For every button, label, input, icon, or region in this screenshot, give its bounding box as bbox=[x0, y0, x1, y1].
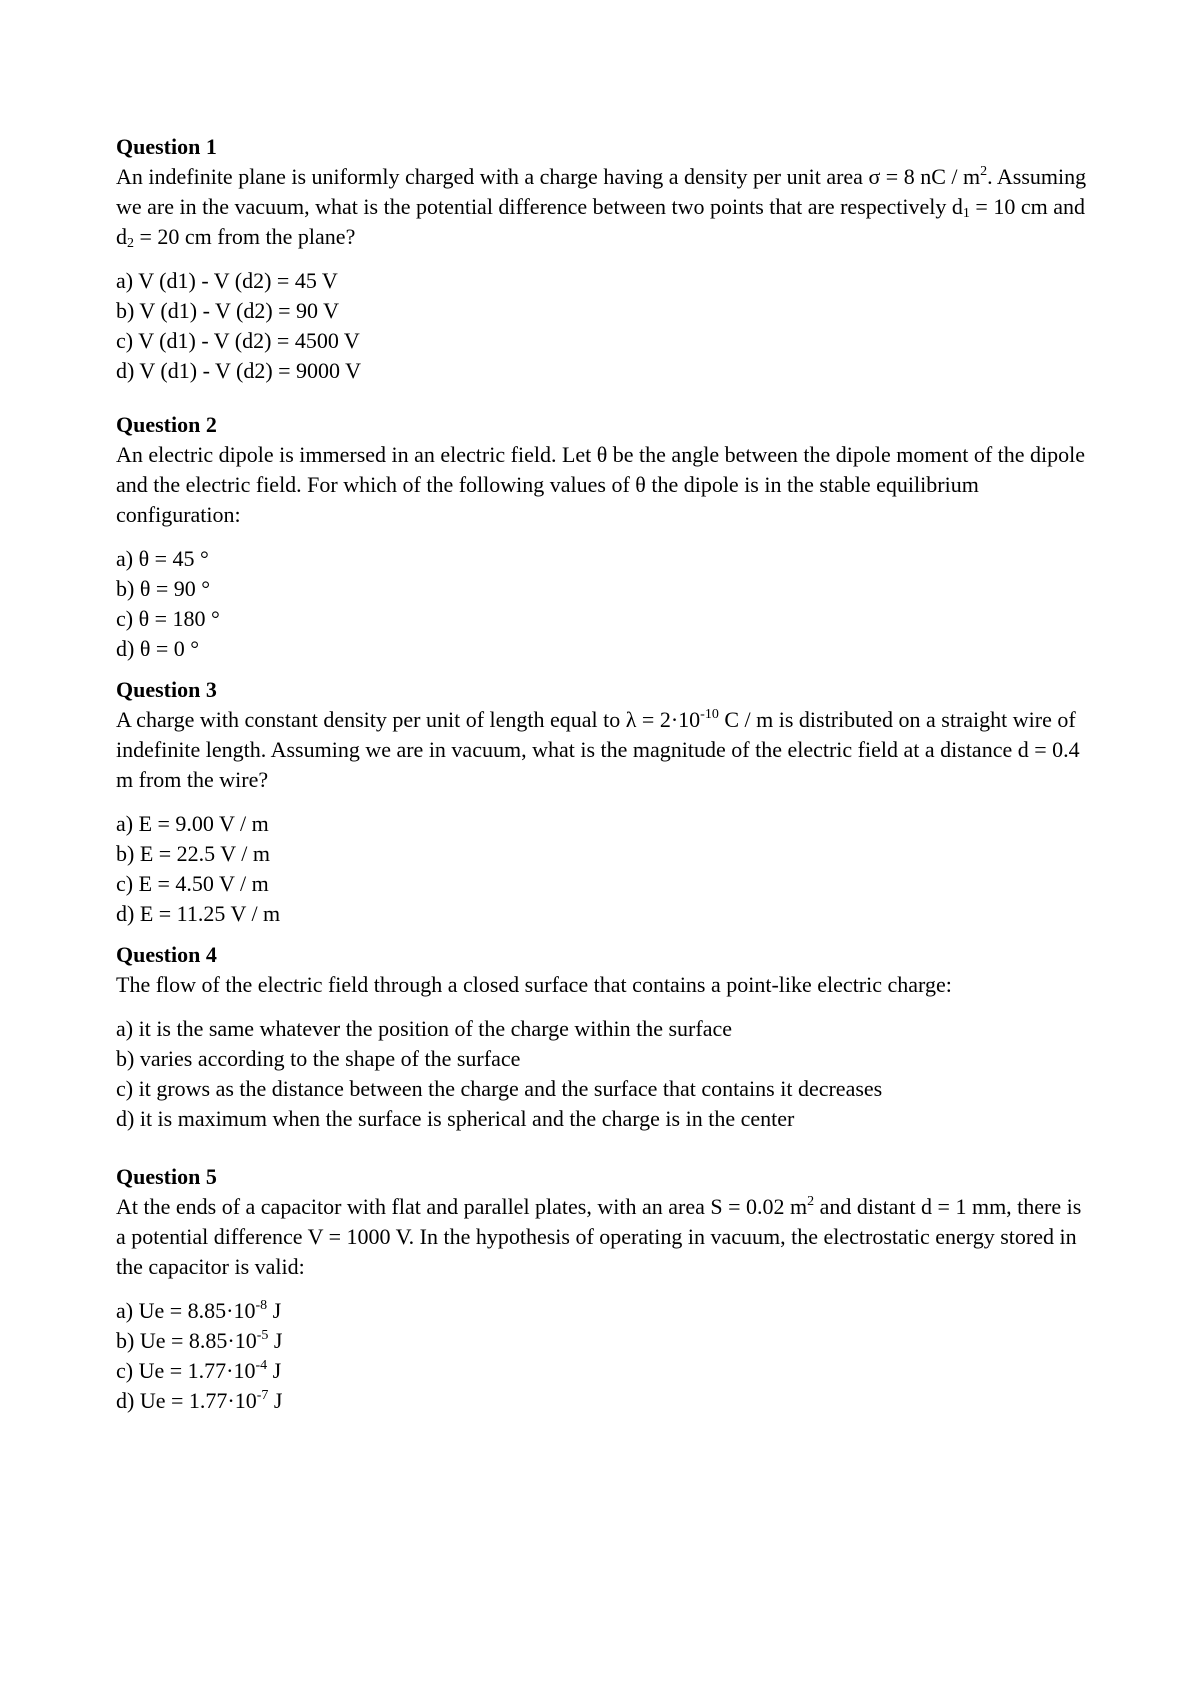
answer-option bbox=[116, 1386, 1096, 1416]
answer-options bbox=[116, 266, 1096, 386]
text-run: c) it grows as the distance between the charge and the surface that contains it decreases bbox=[116, 1076, 883, 1101]
question-statement bbox=[116, 440, 1096, 530]
text-run: The flow of the electric field through a closed surface that contains a point-like electric charge: bbox=[116, 972, 952, 997]
answer-option bbox=[116, 1074, 1096, 1104]
text-run: a) E = 9.00 V / m bbox=[116, 811, 269, 836]
answer-options bbox=[116, 809, 1096, 929]
text-run: . Assuming we are in the vacuum, what is the potential difference between two points that are respectively d bbox=[116, 164, 1087, 219]
answer-options bbox=[116, 1296, 1096, 1416]
answer-option bbox=[116, 266, 1096, 296]
text-run: J bbox=[268, 1328, 283, 1353]
text-run: b) Ue = 8.85·10 bbox=[116, 1328, 257, 1353]
superscript: -8 bbox=[255, 1298, 268, 1313]
text-run: An electric dipole is immersed in an electric field. Let θ be the angle between the dipole moment of the dipole and the electric field. For which of the following values of θ the dipole is in the stable equilibrium configuration: bbox=[116, 442, 1086, 527]
question-5 bbox=[116, 1162, 1096, 1416]
question-2 bbox=[116, 410, 1096, 664]
question-statement bbox=[116, 970, 1096, 1000]
text-run: d) it is maximum when the surface is spherical and the charge is in the center bbox=[116, 1106, 795, 1131]
answer-option bbox=[116, 809, 1096, 839]
superscript: 2 bbox=[980, 164, 988, 179]
superscript: -10 bbox=[700, 707, 719, 722]
question-statement bbox=[116, 162, 1096, 252]
question-title: Question 5 bbox=[116, 1164, 217, 1189]
text-run: An indefinite plane is uniformly charged with a charge having a density per unit area σ = 8 nC / m bbox=[116, 164, 981, 189]
answer-option bbox=[116, 1356, 1096, 1386]
answer-option bbox=[116, 574, 1096, 604]
superscript: -7 bbox=[256, 1388, 269, 1403]
text-run: b) varies according to the shape of the surface bbox=[116, 1046, 521, 1071]
text-run: d) E = 11.25 V / m bbox=[116, 901, 281, 926]
question-title: Question 4 bbox=[116, 942, 217, 967]
superscript: 2 bbox=[807, 1194, 815, 1209]
text-run: = 10 cm and d bbox=[116, 194, 1085, 249]
text-run: d) θ = 0 ° bbox=[116, 636, 200, 661]
answer-option bbox=[116, 604, 1096, 634]
text-run: At the ends of a capacitor with flat and parallel plates, with an area S = 0.02 m bbox=[116, 1194, 808, 1219]
text-run: b) θ = 90 ° bbox=[116, 576, 211, 601]
text-run: c) E = 4.50 V / m bbox=[116, 871, 269, 896]
text-run: A charge with constant density per unit of length equal to λ = 2·10 bbox=[116, 707, 701, 732]
answer-option bbox=[116, 326, 1096, 356]
text-run: d) Ue = 1.77·10 bbox=[116, 1388, 257, 1413]
answer-option bbox=[116, 839, 1096, 869]
question-3 bbox=[116, 675, 1096, 929]
subscript: 2 bbox=[127, 236, 134, 251]
text-run: C / m is distributed on a straight wire of indefinite length. Assuming we are in vacuum, what is the magnitude of the electric field at a distance d = 0.4 m from the wire? bbox=[116, 707, 1080, 792]
question-title: Question 2 bbox=[116, 412, 217, 437]
subscript: 1 bbox=[962, 206, 970, 221]
answer-option bbox=[116, 1326, 1096, 1356]
text-run: b) V (d1) - V (d2) = 90 V bbox=[116, 298, 340, 323]
answer-option bbox=[116, 356, 1096, 386]
text-run: = 20 cm from the plane? bbox=[134, 224, 356, 249]
question-1 bbox=[116, 132, 1096, 386]
superscript: -4 bbox=[255, 1358, 268, 1373]
question-statement bbox=[116, 1192, 1096, 1282]
answer-option bbox=[116, 1296, 1096, 1326]
answer-option bbox=[116, 544, 1096, 574]
answer-option bbox=[116, 634, 1096, 664]
answer-option bbox=[116, 899, 1096, 929]
question-title: Question 3 bbox=[116, 677, 217, 702]
answer-option bbox=[116, 1044, 1096, 1074]
answer-option bbox=[116, 296, 1096, 326]
question-title: Question 1 bbox=[116, 134, 217, 159]
text-run: and distant d = 1 mm, there is a potential difference V = 1000 V. In the hypothesis of operating in vacuum, the electrostatic energy stored in the capacitor is valid: bbox=[116, 1194, 1082, 1279]
answer-options bbox=[116, 544, 1096, 664]
text-run: c) Ue = 1.77·10 bbox=[116, 1358, 256, 1383]
answer-option bbox=[116, 1014, 1096, 1044]
text-run: a) V (d1) - V (d2) = 45 V bbox=[116, 268, 338, 293]
answer-options bbox=[116, 1014, 1096, 1134]
text-run: J bbox=[267, 1358, 282, 1383]
text-run: a) θ = 45 ° bbox=[116, 546, 209, 571]
answer-option bbox=[116, 869, 1096, 899]
text-run: J bbox=[267, 1298, 282, 1323]
text-run: a) Ue = 8.85·10 bbox=[116, 1298, 256, 1323]
text-run: d) V (d1) - V (d2) = 9000 V bbox=[116, 358, 362, 383]
text-run: a) it is the same whatever the position of the charge within the surface bbox=[116, 1016, 732, 1041]
text-run: J bbox=[268, 1388, 283, 1413]
question-statement bbox=[116, 705, 1096, 795]
text-run: c) V (d1) - V (d2) = 4500 V bbox=[116, 328, 360, 353]
question-4 bbox=[116, 940, 1096, 1134]
text-run: b) E = 22.5 V / m bbox=[116, 841, 270, 866]
answer-option bbox=[116, 1104, 1096, 1134]
superscript: -5 bbox=[256, 1328, 269, 1343]
text-run: c) θ = 180 ° bbox=[116, 606, 220, 631]
